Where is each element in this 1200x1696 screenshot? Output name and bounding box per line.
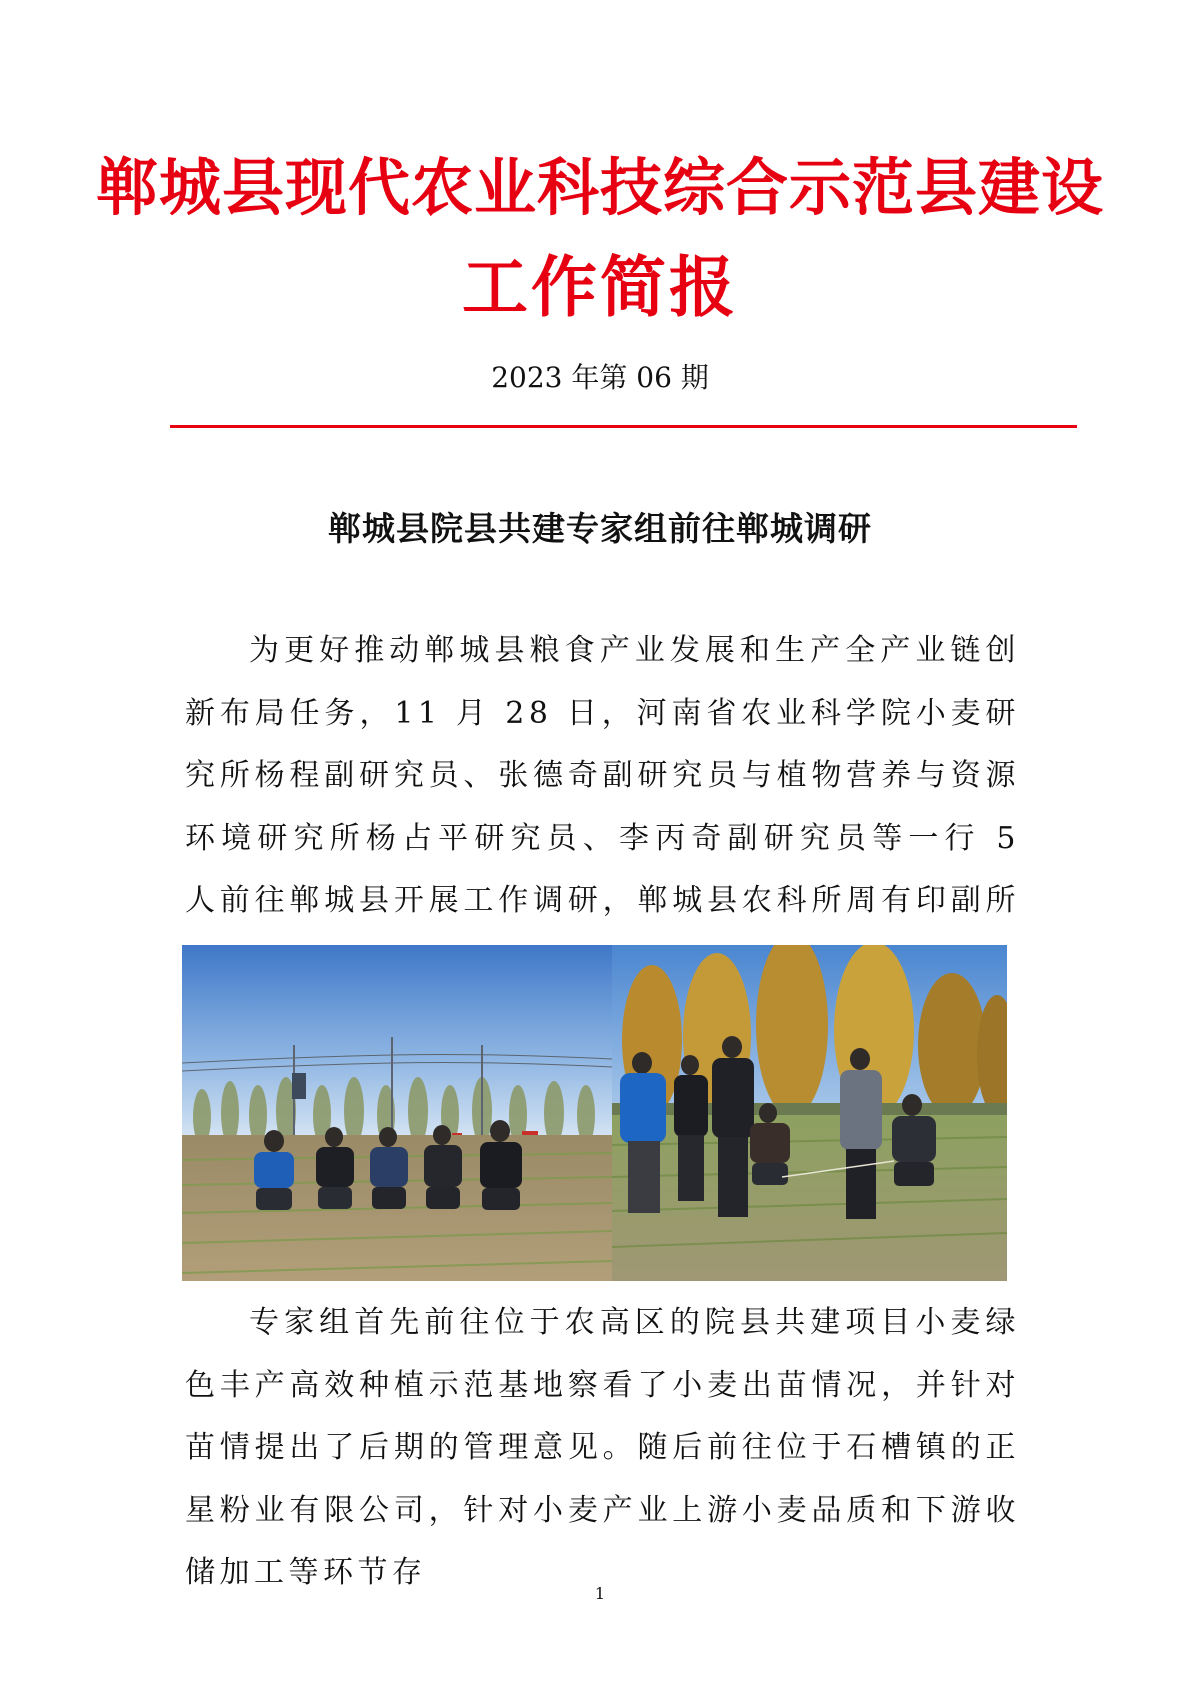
masthead-title-line2: 工作简报 <box>462 248 738 326</box>
masthead-title-line1: 郸城县现代农业科技综合示范县建设 <box>95 151 1104 224</box>
field-photo-left-image <box>182 945 612 1281</box>
photo-row <box>182 945 1007 1281</box>
field-photo-right <box>612 945 1007 1281</box>
page-number: 1 <box>594 1584 606 1603</box>
field-photo-left <box>182 945 612 1281</box>
field-photo-right-image <box>612 945 1007 1281</box>
article-paragraph-2: 专家组首先前往位于农高区的院县共建项目小麦绿色丰产高效种植示范基地察看了小麦出苗情况，并针对苗情提出了后期的管理意见。随后前往位于石槽镇的正星粉业有限公司，针对小麦产业上游小麦品质和下游收储加工等环节存 <box>185 1305 1020 1590</box>
red-divider <box>170 425 1077 428</box>
article-paragraph-1: 为更好推动郸城县粮食产业发展和生产全产业链创新布局任务，11 月 28 日，河南省农业科学院小麦研究所杨程副研究员、张德奇副研究员与植物营养与资源环境研究所杨占平研究员、李丙奇副研究员等一行 5 人前往郸城县开展工作调研，郸城县农科所周有印副所 <box>185 633 1020 918</box>
issue-number: 2023 年第 06 期 <box>491 361 709 394</box>
article-title: 郸城县院县共建专家组前往郸城调研 <box>328 509 872 548</box>
